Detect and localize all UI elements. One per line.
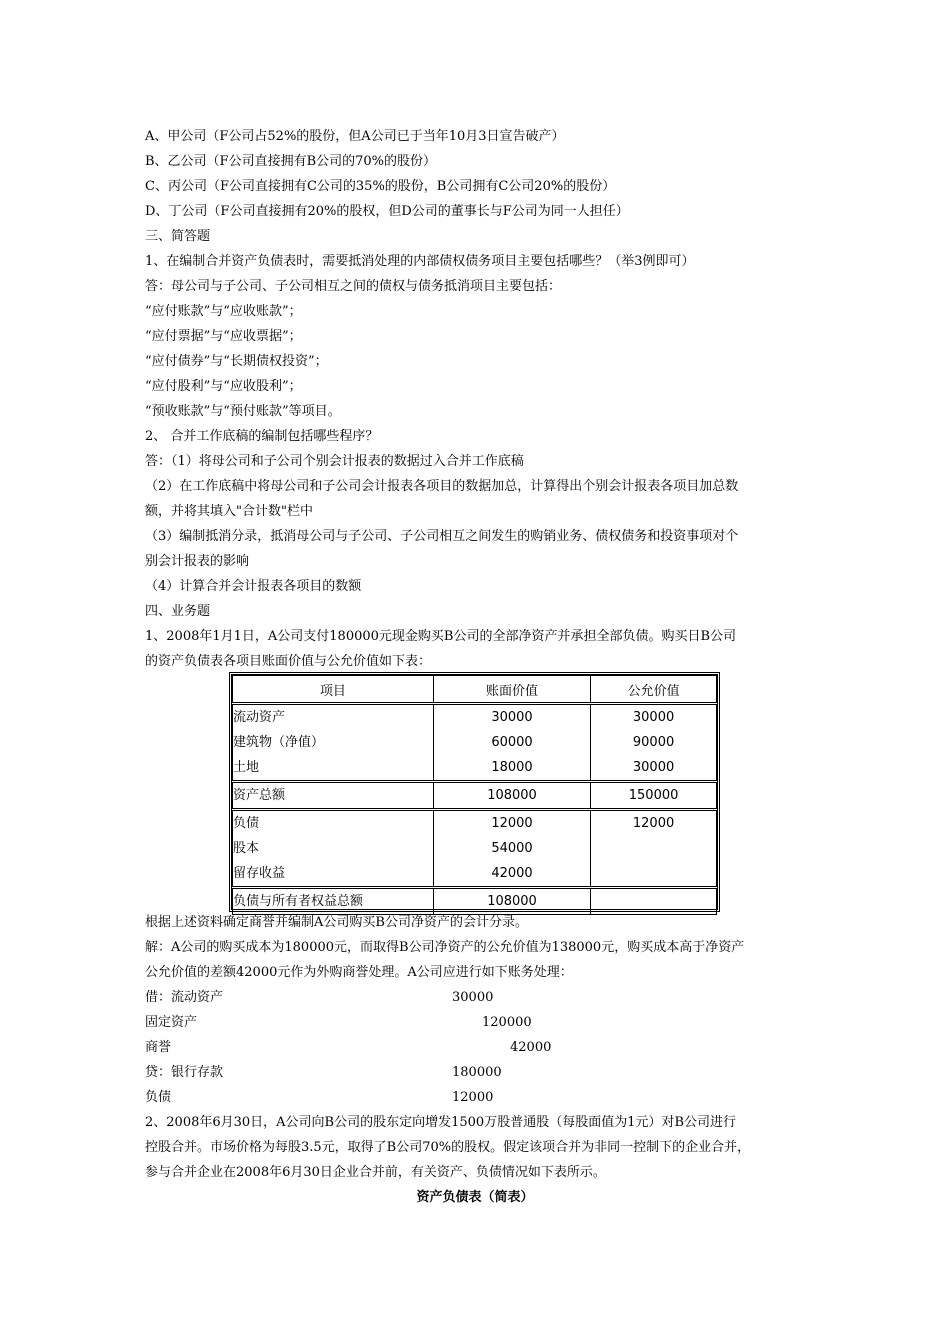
option-a: A、甲公司（F公司占52%的股份，但A公司已于当年10月3日宣告破产）	[145, 129, 565, 144]
table-value: 30000	[632, 710, 675, 725]
table-header: 公允价值	[591, 676, 717, 704]
table-cell-items	[233, 810, 434, 888]
table-item: 负债	[233, 816, 260, 831]
option-b: B、乙公司（F公司直接拥有B公司的70%的股份）	[145, 154, 437, 169]
table-cell-book	[433, 704, 590, 782]
answer-2-line: 别会计报表的影响	[145, 554, 250, 569]
entry-amount: 30000	[452, 990, 494, 1005]
problem-2-line: 参与合并企业在2008年6月30日企业合并前，有关资产、负债情况如下表所示。	[145, 1165, 606, 1180]
table-header: 账面价值	[433, 676, 590, 704]
table-value: 108000	[487, 788, 537, 803]
option-d: D、丁公司（F公司直接拥有20%的股权，但D公司的董事长与F公司为同一人担任）	[145, 204, 629, 219]
table-cell-fair	[591, 704, 717, 782]
table-value: 108000	[487, 894, 537, 909]
entry-label: 负债	[145, 1090, 172, 1105]
table-value	[591, 861, 716, 886]
answer-2-line: 额，并将其填入"合计数"栏中	[145, 504, 313, 519]
table-cell-fair	[591, 810, 717, 888]
table-item: 土地	[233, 760, 260, 775]
table-header: 项目	[233, 676, 434, 704]
table-value	[591, 889, 716, 914]
entry-amount: 180000	[452, 1065, 502, 1080]
answer-1-item: “应付股利”与“应收股利”；	[145, 379, 302, 394]
table-title: 资产负债表（简表）	[416, 1190, 534, 1205]
entry-label: 固定资产	[145, 1015, 198, 1030]
answer-2-line: 答：（1）将母公司和子公司个别会计报表的数据过入合并工作底稿	[145, 454, 524, 469]
answer-1-item: “应付账款”与“应收账款”；	[145, 304, 302, 319]
answer-2-line: （2）在工作底稿中将母公司和子公司会计报表各项目的数据加总，计算得出个别会计报表各项目加总数	[145, 479, 739, 494]
table-value: 30000	[491, 710, 533, 725]
solution-line: 解：A公司的购买成本为180000元，而取得B公司净资产的公允价值为138000元，购买成本高于净资产	[145, 940, 745, 955]
problem-2-line: 2、2008年6月30日，A公司向B公司的股东定向增发1500万股普通股（每股面值为1元）对B公司进行	[145, 1115, 737, 1130]
table-cell-items	[233, 704, 434, 782]
table-value	[591, 836, 716, 861]
entry-label: 商誉	[145, 1040, 172, 1055]
question-2: 2、 合并工作底稿的编制包括哪些程序？	[145, 429, 379, 444]
table-value: 90000	[632, 735, 675, 750]
answer-1-item: “应付票据”与“应收票据”；	[145, 329, 302, 344]
question-1: 1、在编制合并资产负债表时，需要抵消处理的内部债权债务项目主要包括哪些？（举3例即可）	[145, 254, 695, 269]
problem-1-intro: 的资产负债表各项目账面价值与公允价值如下表：	[145, 654, 432, 669]
answer-1-item: “应付债券”与“长期债权投资”；	[145, 354, 328, 369]
table-value: 54000	[491, 841, 533, 856]
entry-label: 借：流动资产	[145, 990, 224, 1005]
entry-amount: 12000	[452, 1090, 494, 1105]
entry-label: 贷：银行存款	[145, 1065, 224, 1080]
answer-1-item: “预收账款”与“预付账款”等项目。	[145, 404, 341, 419]
problem-1-task: 根据上述资料确定商誉并编制A公司购买B公司净资产的会计分录。	[145, 915, 528, 930]
answer-2-line: （3）编制抵消分录，抵消母公司与子公司、子公司相互之间发生的购销业务、债权债务和投资事项对个	[145, 529, 739, 544]
answer-2-line: （4）计算合并会计报表各项目的数额	[145, 579, 362, 594]
table-value: 150000	[628, 788, 679, 803]
table-value: 12000	[491, 816, 533, 831]
section-title-short-answer: 三、简答题	[145, 229, 211, 244]
table-item: 建筑物（净值）	[233, 735, 325, 750]
table-value: 12000	[632, 816, 675, 831]
table-value: 30000	[632, 760, 675, 775]
table-item-total-assets: 资产总额	[233, 788, 286, 803]
table-cell-book	[433, 810, 590, 888]
solution-line: 公允价值的差额42000元作为外购商誉处理。A公司应进行如下账务处理：	[145, 965, 573, 980]
option-c: C、丙公司（F公司直接拥有C公司的35%的股份，B公司拥有C公司20%的股份）	[145, 179, 616, 194]
table-value: 18000	[491, 760, 533, 775]
table-item-total-liab: 负债与所有者权益总额	[233, 894, 364, 909]
balance-table	[229, 672, 720, 912]
answer-1-intro: 答：母公司与子公司、子公司相互之间的债权与债务抵消项目主要包括：	[145, 279, 562, 294]
problem-2-line: 控股合并。市场价格为每股3.5元，取得了B公司70%的股权。假定该项合并为非同一控制下的企业合并，	[145, 1140, 751, 1155]
entry-amount: 42000	[510, 1040, 552, 1055]
section-title-business: 四、业务题	[145, 604, 211, 619]
table-item: 留存收益	[233, 866, 286, 881]
table-item: 流动资产	[233, 710, 286, 725]
entry-amount: 120000	[482, 1015, 532, 1030]
table-value: 60000	[491, 735, 533, 750]
table-item: 股本	[233, 841, 260, 856]
table-value: 42000	[491, 866, 533, 881]
problem-1-intro: 1、2008年1月1日，A公司支付180000元现金购买B公司的全部净资产并承担全部负债。购买日B公司	[145, 629, 737, 644]
